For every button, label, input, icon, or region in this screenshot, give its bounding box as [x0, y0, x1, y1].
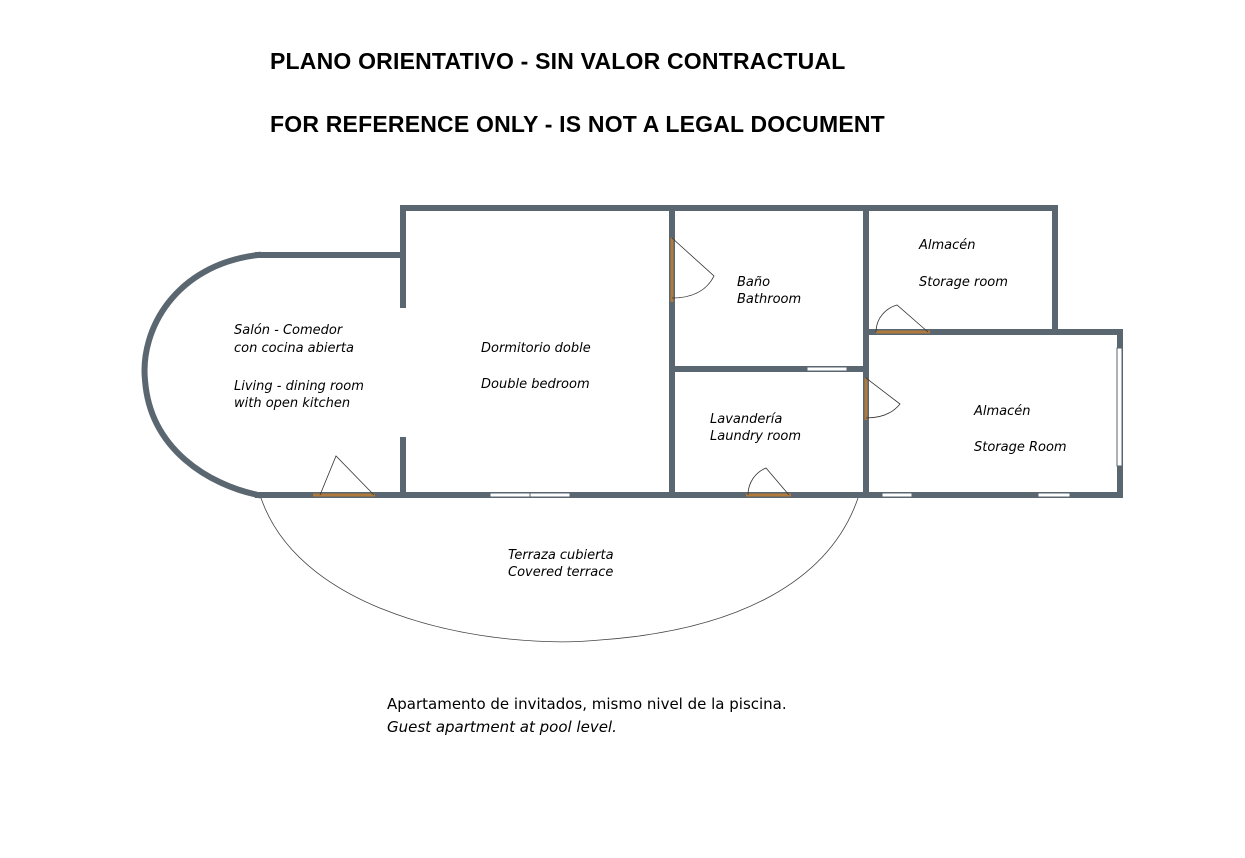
title-spanish: PLANO ORIENTATIVO - SIN VALOR CONTRACTUAL [270, 48, 846, 74]
storage-top-label-es: Almacén [919, 238, 976, 253]
living-label-en-1: Living - dining room [234, 379, 364, 394]
caption-spanish: Apartamento de invitados, mismo nivel de la piscina. [387, 695, 787, 713]
terrace-label-en: Covered terrace [508, 565, 614, 580]
window-bath [807, 367, 847, 371]
living-label-es-2: con cocina abierta [234, 341, 354, 356]
door-laundry [746, 468, 791, 495]
bathroom-label-es: Baño [737, 275, 771, 290]
terrace-label-es: Terraza cubierta [508, 548, 614, 563]
bedroom-label-es: Dormitorio doble [481, 341, 591, 356]
bedroom-label-en: Double bedroom [481, 377, 590, 392]
living-label-en-2: with open kitchen [234, 396, 351, 411]
door-storage-top [876, 305, 930, 332]
window-storage-1 [882, 493, 912, 497]
title-english: FOR REFERENCE ONLY - IS NOT A LEGAL DOCUMENT [270, 111, 885, 137]
storage-right-label-en: Storage Room [974, 440, 1067, 455]
storage-top-label-en: Storage room [919, 275, 1008, 290]
living-label-es-1: Salón - Comedor [234, 323, 343, 338]
laundry-label-en: Laundry room [710, 429, 802, 444]
window-storage-2 [1038, 493, 1070, 497]
door-storage-right [866, 378, 900, 420]
bathroom-label-en: Bathroom [737, 292, 802, 307]
caption-english: Guest apartment at pool level. [387, 718, 617, 736]
door-living [313, 456, 375, 495]
storage-right-label-es: Almacén [974, 404, 1031, 419]
living-curved-wall [145, 255, 258, 495]
door-bathroom [672, 238, 714, 302]
window-storage-right [1117, 348, 1122, 466]
room-labels [234, 238, 1067, 580]
laundry-label-es: Lavandería [710, 412, 783, 427]
